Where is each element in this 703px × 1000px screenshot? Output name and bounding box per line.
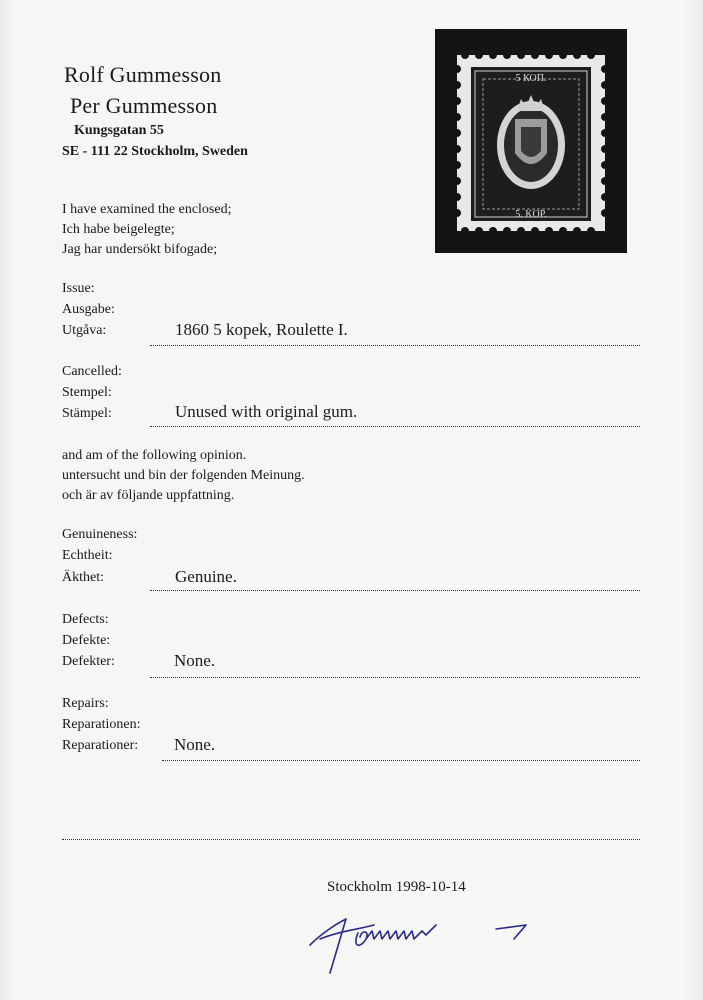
repairs-label-sv: Reparationer: xyxy=(62,738,139,753)
intro-sv: Jag har undersökt bifogade; xyxy=(62,242,218,257)
defects-dotted-line xyxy=(150,677,640,678)
address-street: Kungsgatan 55 xyxy=(74,123,164,138)
issue-label-sv: Utgåva: xyxy=(62,323,107,338)
signature xyxy=(300,895,540,975)
opinion-sv: och är av följande uppfattning. xyxy=(62,488,235,503)
cancel-value: Unused with original gum. xyxy=(175,402,358,421)
stamp-top-text: 5 КОП. xyxy=(515,73,547,84)
repairs-value: None. xyxy=(174,735,216,754)
opinion-de: untersucht und bin der folgenden Meinung. xyxy=(62,468,305,483)
expert-name-1: Rolf Gummesson xyxy=(64,62,222,87)
stamp-photo xyxy=(435,29,627,253)
issue-label-de: Ausgabe: xyxy=(62,302,115,317)
defects-value: None. xyxy=(174,651,216,670)
expert-name-2: Per Gummesson xyxy=(70,93,218,118)
stamp-image xyxy=(435,29,627,253)
stamp-bottom-text: 5. KOP. xyxy=(515,209,547,220)
blank-dotted-line xyxy=(62,839,640,840)
opinion-en: and am of the following opinion. xyxy=(62,448,247,463)
intro-de: Ich habe beigelegte; xyxy=(62,222,175,237)
defects-label-en: Defects: xyxy=(62,612,109,627)
repairs-label-en: Repairs: xyxy=(62,696,109,711)
genuine-label-de: Echtheit: xyxy=(62,548,113,563)
genuine-dotted-line xyxy=(150,590,640,591)
cancel-dotted-line xyxy=(150,426,640,427)
genuine-label-en: Genuineness: xyxy=(62,527,138,542)
repairs-label-de: Reparationen: xyxy=(62,717,141,732)
issue-value: 1860 5 kopek, Roulette I. xyxy=(175,320,348,339)
defects-label-sv: Defekter: xyxy=(62,654,115,669)
defects-label-de: Defekte: xyxy=(62,633,111,648)
issue-label-en: Issue: xyxy=(62,281,95,296)
cancel-label-de: Stempel: xyxy=(62,385,112,400)
repairs-dotted-line xyxy=(162,760,640,761)
genuine-value: Genuine. xyxy=(175,567,237,586)
issue-dotted-line xyxy=(150,345,640,346)
genuine-label-sv: Äkthet: xyxy=(62,570,104,585)
intro-en: I have examined the enclosed; xyxy=(62,202,232,217)
address-city: SE - 111 22 Stockholm, Sweden xyxy=(62,144,248,159)
cancel-label-en: Cancelled: xyxy=(62,364,122,379)
cancel-label-sv: Stämpel: xyxy=(62,406,112,421)
place-and-date: Stockholm 1998-10-14 xyxy=(327,879,466,895)
